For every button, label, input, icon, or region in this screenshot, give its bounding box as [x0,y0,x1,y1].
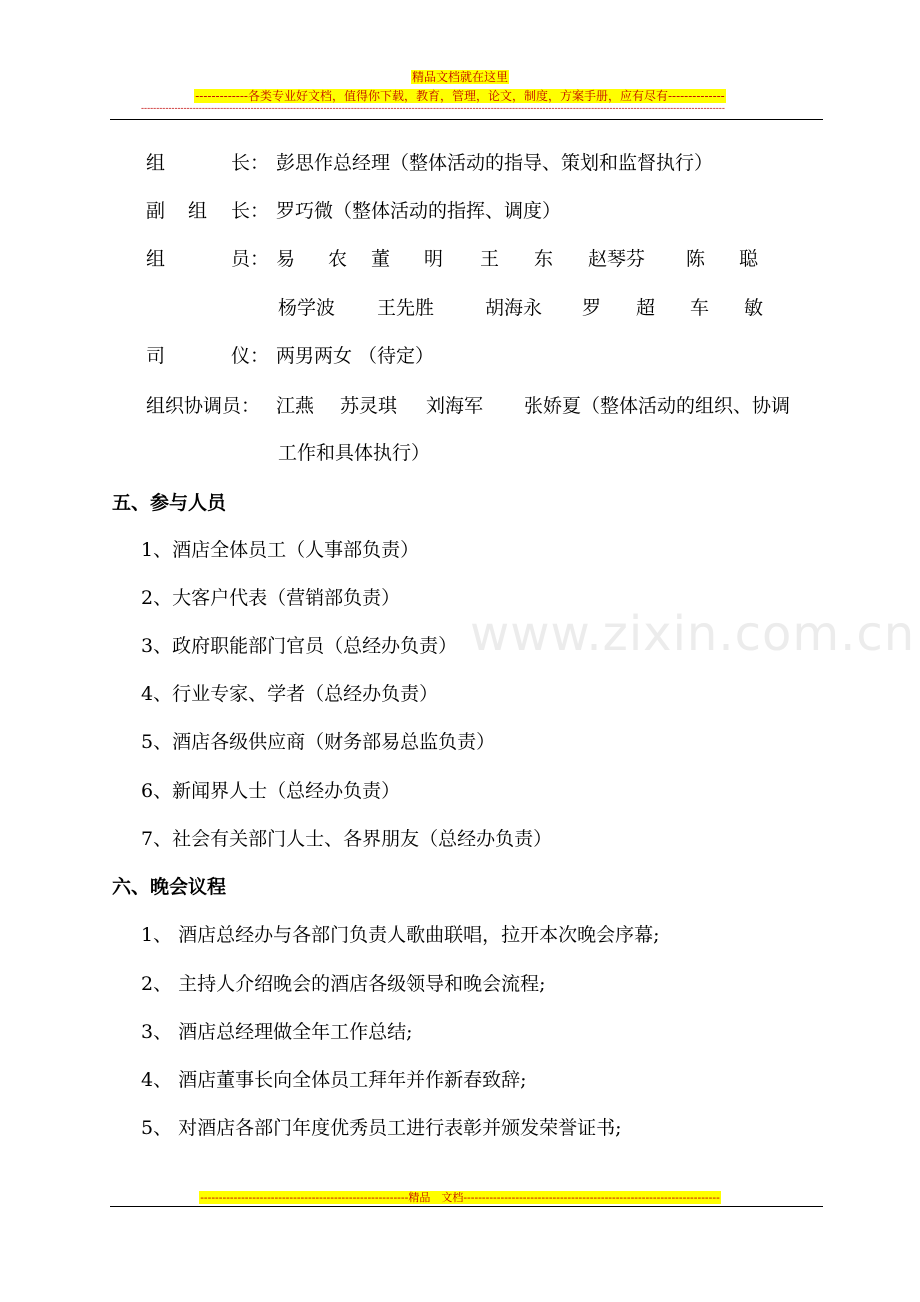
list-item: 5、 对酒店各部门年度优秀员工进行表彰并颁发荣誉证书; [141,1117,622,1139]
role-label-char: 司 [146,345,166,367]
role-value: 张娇夏（整体活动的组织、协调 [524,395,791,417]
member-name: 明 [424,248,444,270]
footer-banner [0,1186,920,1205]
role-value: 两男两女 （待定） [276,345,435,367]
member-name: 赵琴芬 [588,248,646,270]
role-label-char: 长： [231,200,270,222]
member-name: 江燕 [276,395,315,417]
list-item: 7、社会有关部门人士、各界朋友（总经办负责） [141,828,553,850]
role-value: 罗巧微（整体活动的指挥、调度） [276,200,562,222]
role-value: 工作和具体执行） [278,442,431,464]
footer-rule [110,1206,823,1207]
member-name: 董 [371,248,391,270]
member-name: 陈 [686,248,706,270]
role-label-char: 员： [231,248,270,270]
role-label: 组织协调员： [146,395,261,417]
member-name: 车 [690,297,710,319]
footer-text: --------------------------------------------------------精品 文档--------------------------------------------------------------------- [200,1191,720,1204]
role-label-char: 仪： [231,345,270,367]
section-heading: 五、参与人员 [112,492,227,514]
list-item: 3、政府职能部门官员（总经办负责） [141,635,458,657]
list-item: 1、酒店全体员工（人事部负责） [141,539,420,561]
header-dash-line: ------------------------------------------------------------------------------------------------------------------------------------------------------------------------------------------------ [141,104,725,114]
list-item: 2、 主持人介绍晚会的酒店各级领导和晚会流程; [141,973,546,995]
member-name: 王 [480,248,500,270]
section-heading: 六、晚会议程 [112,876,227,898]
member-name: 罗 [582,297,602,319]
list-item: 1、 酒店总经办与各部门负责人歌曲联唱，拉开本次晚会序幕; [141,924,660,946]
member-name: 易 [276,248,296,270]
member-name: 苏灵琪 [340,395,398,417]
member-name: 超 [636,297,656,319]
list-item: 4、 酒店董事长向全体员工拜年并作新春致辞; [141,1069,527,1091]
member-name: 农 [328,248,348,270]
list-item: 3、 酒店总经理做全年工作总结; [141,1021,413,1043]
list-item: 5、酒店各级供应商（财务部易总监负责） [141,731,496,753]
member-name: 王先胜 [377,297,435,319]
member-name: 敏 [744,297,764,319]
member-name: 杨学波 [278,297,336,319]
member-name: 刘海军 [426,395,484,417]
header-title-text: 精品文档就在这里 [411,70,508,84]
list-item: 2、大客户代表（营销部负责） [141,587,401,609]
role-label-char: 组 [146,152,166,174]
header-banner [0,85,920,104]
role-label-char: 副 [146,200,166,222]
role-label-char: 组 [188,200,208,222]
header-title [0,66,920,85]
member-name: 胡海永 [485,297,543,319]
watermark: www.zixin.com.cn [470,606,916,662]
role-label-char: 长： [231,152,270,174]
list-item: 6、新闻界人士（总经办负责） [141,780,401,802]
member-name: 东 [534,248,554,270]
header-banner-text: -------------各类专业好文档，值得你下载，教育，管理，论文，制度，方案手册，应有尽有-------------- [195,89,725,103]
role-value: 彭思作总经理（整体活动的指导、策划和监督执行） [276,152,714,174]
header-rule [110,119,823,120]
member-name: 聪 [739,248,759,270]
list-item: 4、行业专家、学者（总经办负责） [141,683,439,705]
role-label-char: 组 [146,248,166,270]
